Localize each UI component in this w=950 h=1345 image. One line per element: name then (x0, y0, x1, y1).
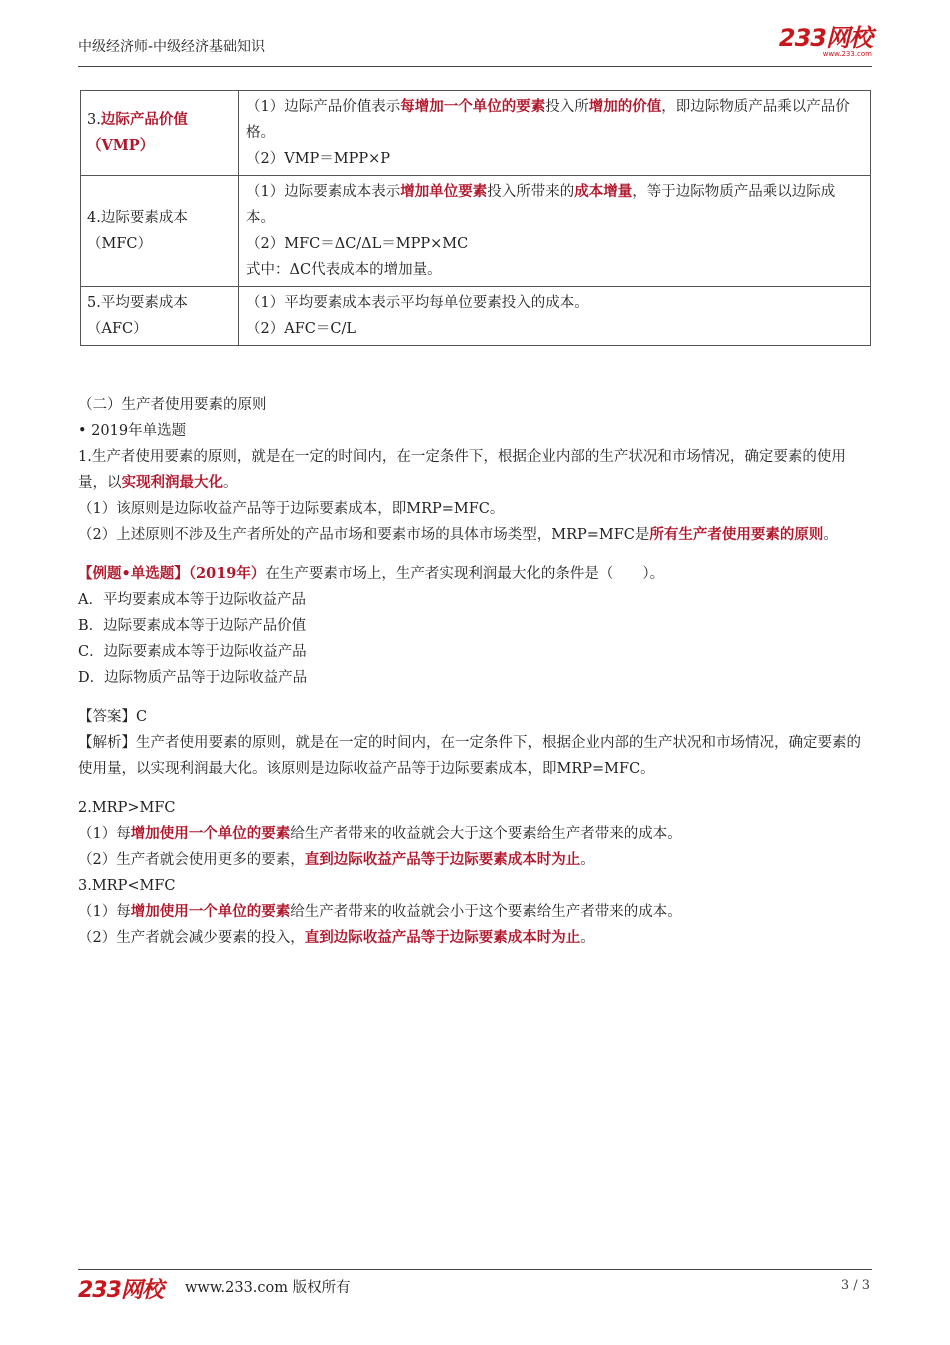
table-row (81, 91, 871, 176)
rule-title: 3.MRP<MFC (78, 878, 176, 894)
rule-title: 2.MRP>MFC (78, 800, 176, 816)
paragraph: （1）每增加使用一个单位的要素给生产者带来的收益就会大于这个要素给生产者带来的成本。 (78, 825, 682, 842)
paragraph: 1.生产者使用要素的原则，就是在一定的时间内，在一定条件下，根据企业内部的生产状况和市场情况，确定要素的使用量，以实现利润最大化。 (78, 449, 846, 491)
header-divider (78, 66, 872, 67)
term-cell: 4.边际要素成本 （MFC） (81, 176, 239, 287)
question-option: B．边际要素成本等于边际产品价值 (78, 618, 307, 634)
logo-text: 233网校 (778, 24, 872, 52)
section-heading: （二）生产者使用要素的原则 (78, 397, 267, 413)
header-title: 中级经济师-中级经济基础知识 (78, 39, 266, 55)
desc-cell: （1）平均要素成本表示平均每单位要素投入的成本。 （2）AFC＝C/L (239, 287, 871, 346)
desc-cell: （1）边际要素成本表示增加单位要素投入所带来的成本增量，等于边际物质产品乘以边际成本。 （2）MFC＝ΔC/ΔL＝MPP×MC 式中：ΔC代表成本的增加量。 (239, 176, 871, 287)
footer-logo[interactable]: 233网校 (78, 1278, 163, 1303)
footer-divider (78, 1269, 872, 1270)
paragraph: （2）生产者就会使用更多的要素，直到边际收益产品等于边际要素成本时为止。 (78, 851, 595, 868)
paragraph: （2）生产者就会减少要素的投入，直到边际收益产品等于边际要素成本时为止。 (78, 929, 595, 946)
question-option: D．边际物质产品等于边际收益产品 (78, 670, 308, 686)
table-row (81, 176, 871, 287)
footer-copyright: www.233.com 版权所有 (185, 1280, 351, 1296)
paragraph: （2）上述原则不涉及生产者所处的产品市场和要素市场的具体市场类型，MRP=MFC是所有生产者使用要素的原则。 (78, 526, 838, 543)
term-cell: 3.边际产品价值 （VMP） (81, 91, 239, 176)
answer: 【答案】C (78, 709, 148, 725)
paragraph: （1）每增加使用一个单位的要素给生产者带来的收益就会小于这个要素给生产者带来的成本。 (78, 903, 682, 920)
logo-url: www.233.com (822, 50, 872, 58)
question-option: C．边际要素成本等于边际收益产品 (78, 644, 307, 660)
desc-cell: （1）边际产品价值表示每增加一个单位的要素投入所增加的价值，即边际物质产品乘以产品价格。 （2）VMP＝MPP×P (239, 91, 871, 176)
question-tag: 【例题•单选题】（2019年） (78, 565, 266, 582)
table-row (81, 287, 871, 346)
term-cell: 5.平均要素成本 （AFC） (81, 287, 239, 346)
paragraph: （1）该原则是边际收益产品等于边际要素成本，即MRP=MFC。 (78, 501, 505, 517)
bullet-item: • 2019年单选题 (78, 423, 187, 439)
analysis: 【解析】生产者使用要素的原则，就是在一定的时间内，在一定条件下，根据企业内部的生产状况和市场情况，确定要素的使用量，以实现利润最大化。该原则是边际收益产品等于边际要素成本，即MRP=MFC。 (78, 735, 861, 777)
definition-table (80, 90, 871, 346)
question-stem: 【例题•单选题】（2019年）在生产要素市场上，生产者实现利润最大化的条件是（ ）。 (78, 565, 665, 582)
main-content (78, 392, 873, 951)
page-number: 3 / 3 (840, 1278, 870, 1293)
question-option: A．平均要素成本等于边际收益产品 (78, 592, 306, 608)
term-abbr: （VMP） (87, 137, 155, 154)
term-highlight: 边际产品价值 (100, 111, 188, 128)
site-logo[interactable] (779, 26, 872, 58)
